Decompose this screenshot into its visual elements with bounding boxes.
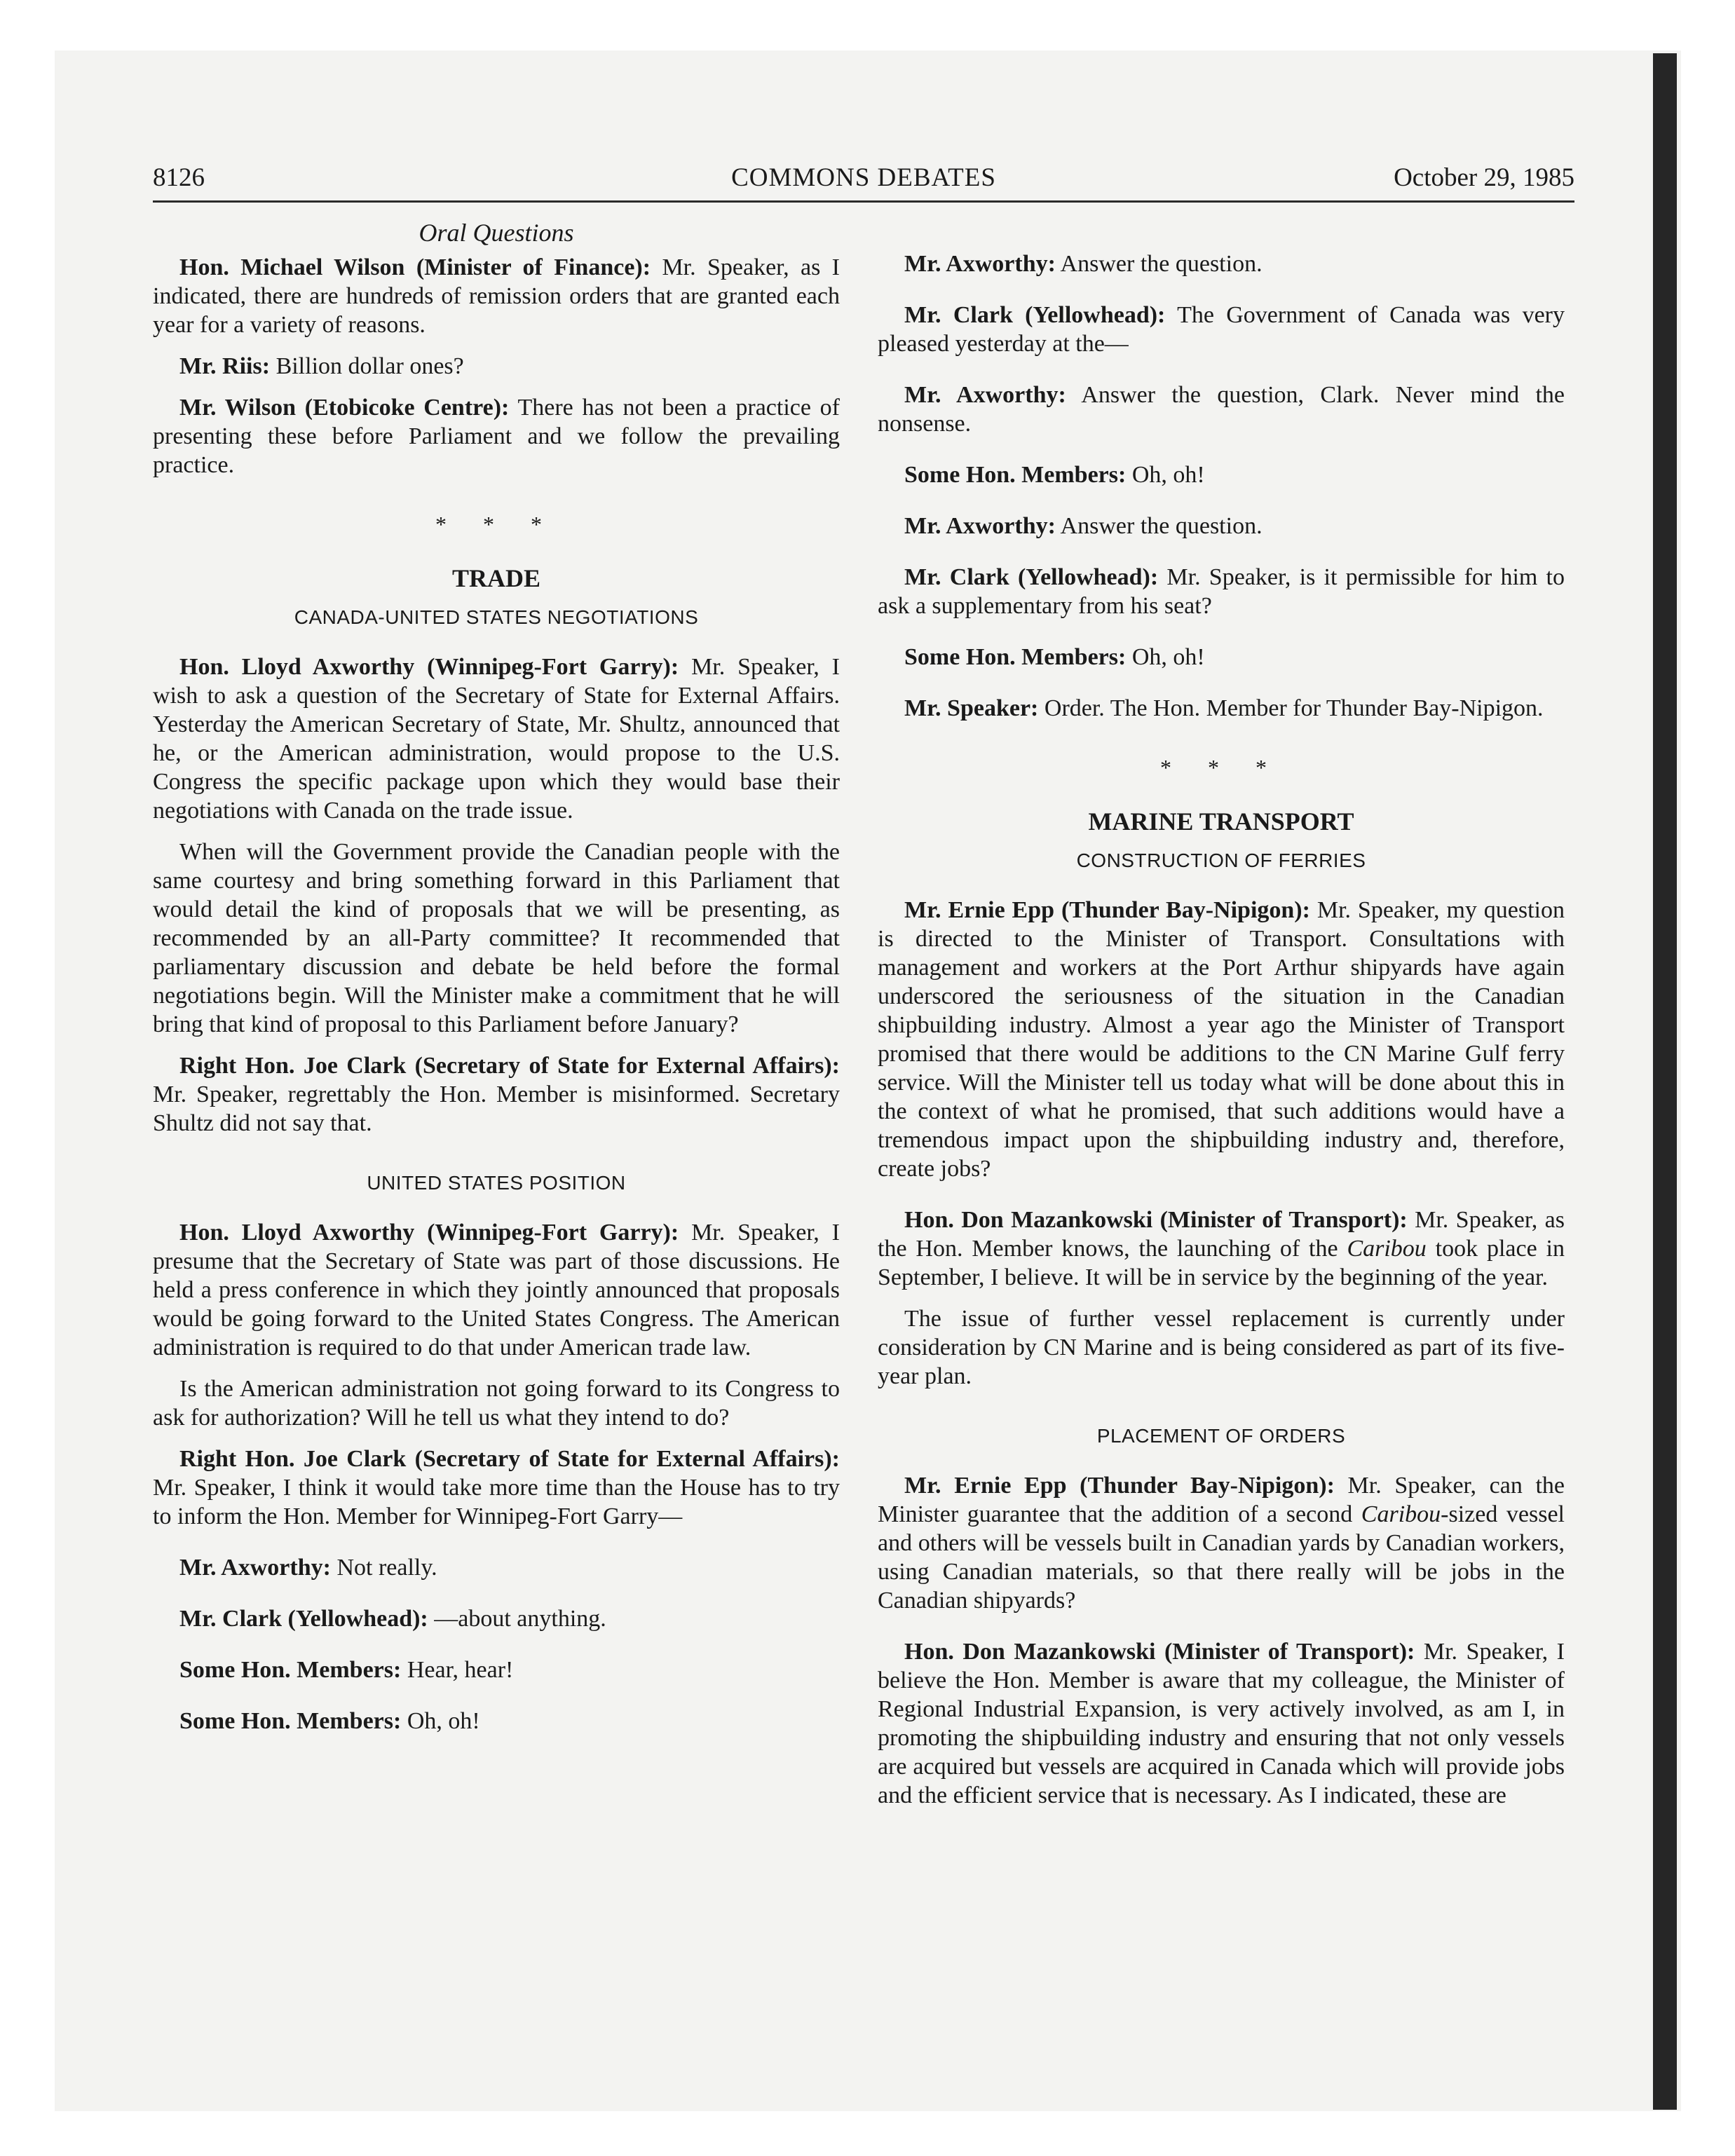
speaker-name: Right Hon. Joe Clark (Secretary of State for External Affairs): <box>179 1053 840 1079</box>
speech-text: Mr. Speaker, can the Minister guarantee that the addition of a second <box>878 1473 1565 1527</box>
paragraph <box>878 512 1565 540</box>
ship-name: Caribou <box>1347 1236 1427 1262</box>
subsection-heading: CONSTRUCTION OF FERRIES <box>1076 850 1366 871</box>
speaker-name: Mr. Axworthy: <box>904 382 1066 408</box>
paragraph <box>153 393 840 479</box>
paragraph <box>878 301 1565 358</box>
speaker-name: Mr. Axworthy: <box>179 1555 331 1581</box>
right-column <box>878 219 1565 1822</box>
paragraph: Is the American administration not going forward to its Congress to ask for authorization? Will he tell us what they intend to do? <box>153 1376 840 1431</box>
paragraph <box>878 896 1565 1183</box>
paragraph <box>878 1206 1565 1292</box>
paragraph <box>878 563 1565 620</box>
paragraph <box>153 1707 840 1735</box>
speech-text: Mr. Speaker, regrettably the Hon. Member is misinformed. Secretary Shultz did not say that. <box>153 1082 840 1136</box>
speech-text: Mr. Speaker, I think it would take more time than the House has to try to inform the Hon. Member for Winnipeg-Fort Garry— <box>153 1475 840 1529</box>
speech-text: Answer the question. <box>1055 251 1263 277</box>
speaker-name: Mr. Ernie Epp (Thunder Bay-Nipigon): <box>904 1473 1335 1499</box>
left-column <box>153 219 840 1748</box>
speech-text: There has not been a practice of presenting these before Parliament and we follow the prevailing practice. <box>153 395 840 478</box>
speech-text: Oh, oh! <box>401 1708 480 1734</box>
speaker-name: Hon. Don Mazankowski (Minister of Transport): <box>904 1639 1415 1665</box>
speaker-name: Mr. Riis: <box>179 353 271 379</box>
speech-text: Mr. Speaker, I believe the Hon. Member is aware that my colleague, the Minister of Regional Industrial Expansion, is very actively involved, as am I, in promoting the shipbuilding industry and ensuring that not only vessels are acquired but vessels are acquired in Canada which will provide jobs and the efficient service that is necessary. As I indicated, these are <box>878 1639 1565 1808</box>
ship-name: Caribou <box>1361 1501 1441 1527</box>
speaker-name: Mr. Clark (Yellowhead): <box>179 1606 428 1632</box>
speaker-name: Hon. Michael Wilson (Minister of Finance): <box>179 254 651 280</box>
speaker-name: Mr. Ernie Epp (Thunder Bay-Nipigon): <box>904 897 1310 923</box>
page-number: 8126 <box>153 163 205 192</box>
paragraph <box>878 694 1565 723</box>
section-divider: * * * <box>1160 755 1282 780</box>
speaker-name: Some Hon. Members: <box>179 1708 402 1734</box>
publication-date: October 29, 1985 <box>1394 163 1574 192</box>
speaker-name: Hon. Lloyd Axworthy (Winnipeg-Fort Garry): <box>179 1220 679 1246</box>
speaker-name: Hon. Lloyd Axworthy (Winnipeg-Fort Garry): <box>179 654 679 680</box>
paragraph <box>153 653 840 825</box>
paragraph: When will the Government provide the Canadian people with the same courtesy and bring something forward in this Parliament that would detail the kind of proposals that we will be presenting, as recommended by an all-Party committee? It recommended that parliamentary discussion and debate be held before the formal negotiations begin. Will the Minister make a commitment that he will bring that kind of proposal to this Parliament before January? <box>153 839 840 1037</box>
paragraph: The issue of further vessel replacement is currently under consideration by CN Marine and is being considered as part of its five-year plan. <box>878 1306 1565 1389</box>
paragraph <box>153 1445 840 1531</box>
paragraph <box>878 250 1565 278</box>
publication-title: COMMONS DEBATES <box>731 163 996 192</box>
speaker-name: Mr. Axworthy: <box>904 251 1056 277</box>
speech-text: Mr. Speaker, as the Hon. Member knows, the launching of the <box>878 1207 1565 1262</box>
paragraph <box>878 460 1565 489</box>
paragraph <box>878 643 1565 671</box>
paragraph <box>153 253 840 339</box>
speech-text: Oh, oh! <box>1126 644 1205 670</box>
subsection-heading: PLACEMENT OF ORDERS <box>1096 1425 1346 1447</box>
paragraph <box>153 1604 840 1633</box>
section-rubric: Oral Questions <box>419 219 574 247</box>
speech-text: Hear, hear! <box>401 1657 514 1683</box>
speaker-name: Right Hon. Joe Clark (Secretary of State for External Affairs): <box>179 1446 840 1472</box>
paragraph <box>878 381 1565 438</box>
speech-text: took place in September, I believe. It will be in service by the beginning of the year. <box>878 1236 1565 1290</box>
page-header <box>153 163 1574 199</box>
paragraph <box>153 352 840 381</box>
speaker-name: Some Hon. Members: <box>179 1657 402 1683</box>
speech-text: Order. The Hon. Member for Thunder Bay-Nipigon. <box>1038 695 1544 721</box>
subsection-heading: CANADA-UNITED STATES NEGOTIATIONS <box>294 606 699 628</box>
column-top-spacer <box>878 219 1565 250</box>
paragraph <box>153 1218 840 1362</box>
subsection-heading: UNITED STATES POSITION <box>367 1172 626 1194</box>
header-rule <box>153 200 1574 203</box>
speech-text: Mr. Speaker, is it permissible for him to ask a supplementary from his seat? <box>878 564 1565 619</box>
speech-text: -sized vessel and others will be vessels built in Canadian yards by Canadian workers, using Canadian materials, so that there really will be jobs in the Canadian shipyards? <box>878 1501 1565 1613</box>
paragraph <box>878 1637 1565 1810</box>
speech-text: Mr. Speaker, as I indicated, there are hundreds of remission orders that are granted each year for a variety of reasons. <box>153 254 840 338</box>
speaker-name: Mr. Clark (Yellowhead): <box>904 302 1166 328</box>
paragraph <box>153 1051 840 1138</box>
speech-text: Oh, oh! <box>1126 462 1205 488</box>
speech-text: —about anything. <box>428 1606 606 1632</box>
speech-text: Answer the question, Clark. Never mind the nonsense. <box>878 382 1565 437</box>
speech-text: Answer the question. <box>1055 513 1263 539</box>
speech-text: Mr. Speaker, my question is directed to the Minister of Transport. Consultations with management and workers at the Port Arthur shipyards have again underscored the seriousness of the situation in the Canadian shipbuilding industry. Almost a year ago the Minister of Transport promised that there would be additions to the CN Marine Gulf ferry service. Will the Minister tell us today what will be done about this in the context of what he promised, that such additions would have a tremendous impact upon the shipbuilding industry and, therefore, create jobs? <box>878 897 1565 1182</box>
speaker-name: Mr. Speaker: <box>904 695 1039 721</box>
speech-text: The Government of Canada was very pleased yesterday at the— <box>878 302 1565 357</box>
speaker-name: Mr. Wilson (Etobicoke Centre): <box>179 395 510 421</box>
section-divider: * * * <box>435 512 557 537</box>
speech-text: Mr. Speaker, I wish to ask a question of the Secretary of State for External Affairs. Yesterday the American Secretary of State, Mr. Shultz, announced that he, or the American administration, would propose to the U.S. Congress the specific package upon which they would base their negotiations with Canada on the trade issue. <box>153 654 840 824</box>
paragraph <box>153 1656 840 1684</box>
section-heading: TRADE <box>451 564 541 592</box>
scan-edge-shadow <box>1653 53 1677 2110</box>
speech-text: Billion dollar ones? <box>270 353 464 379</box>
speaker-name: Some Hon. Members: <box>904 644 1127 670</box>
speech-text: Not really. <box>330 1555 437 1581</box>
paragraph <box>878 1471 1565 1615</box>
paragraph <box>153 1553 840 1582</box>
speaker-name: Mr. Axworthy: <box>904 513 1056 539</box>
speaker-name: Hon. Don Mazankowski (Minister of Transport): <box>904 1207 1408 1233</box>
speech-text: Mr. Speaker, I presume that the Secretary of State was part of those discussions. He held a press conference in which they jointly announced that proposals would be going forward to the United States Congress. The American administration is required to do that under American trade law. <box>153 1220 840 1360</box>
section-heading: MARINE TRANSPORT <box>1088 807 1354 835</box>
speaker-name: Some Hon. Members: <box>904 462 1127 488</box>
speaker-name: Mr. Clark (Yellowhead): <box>904 564 1159 590</box>
